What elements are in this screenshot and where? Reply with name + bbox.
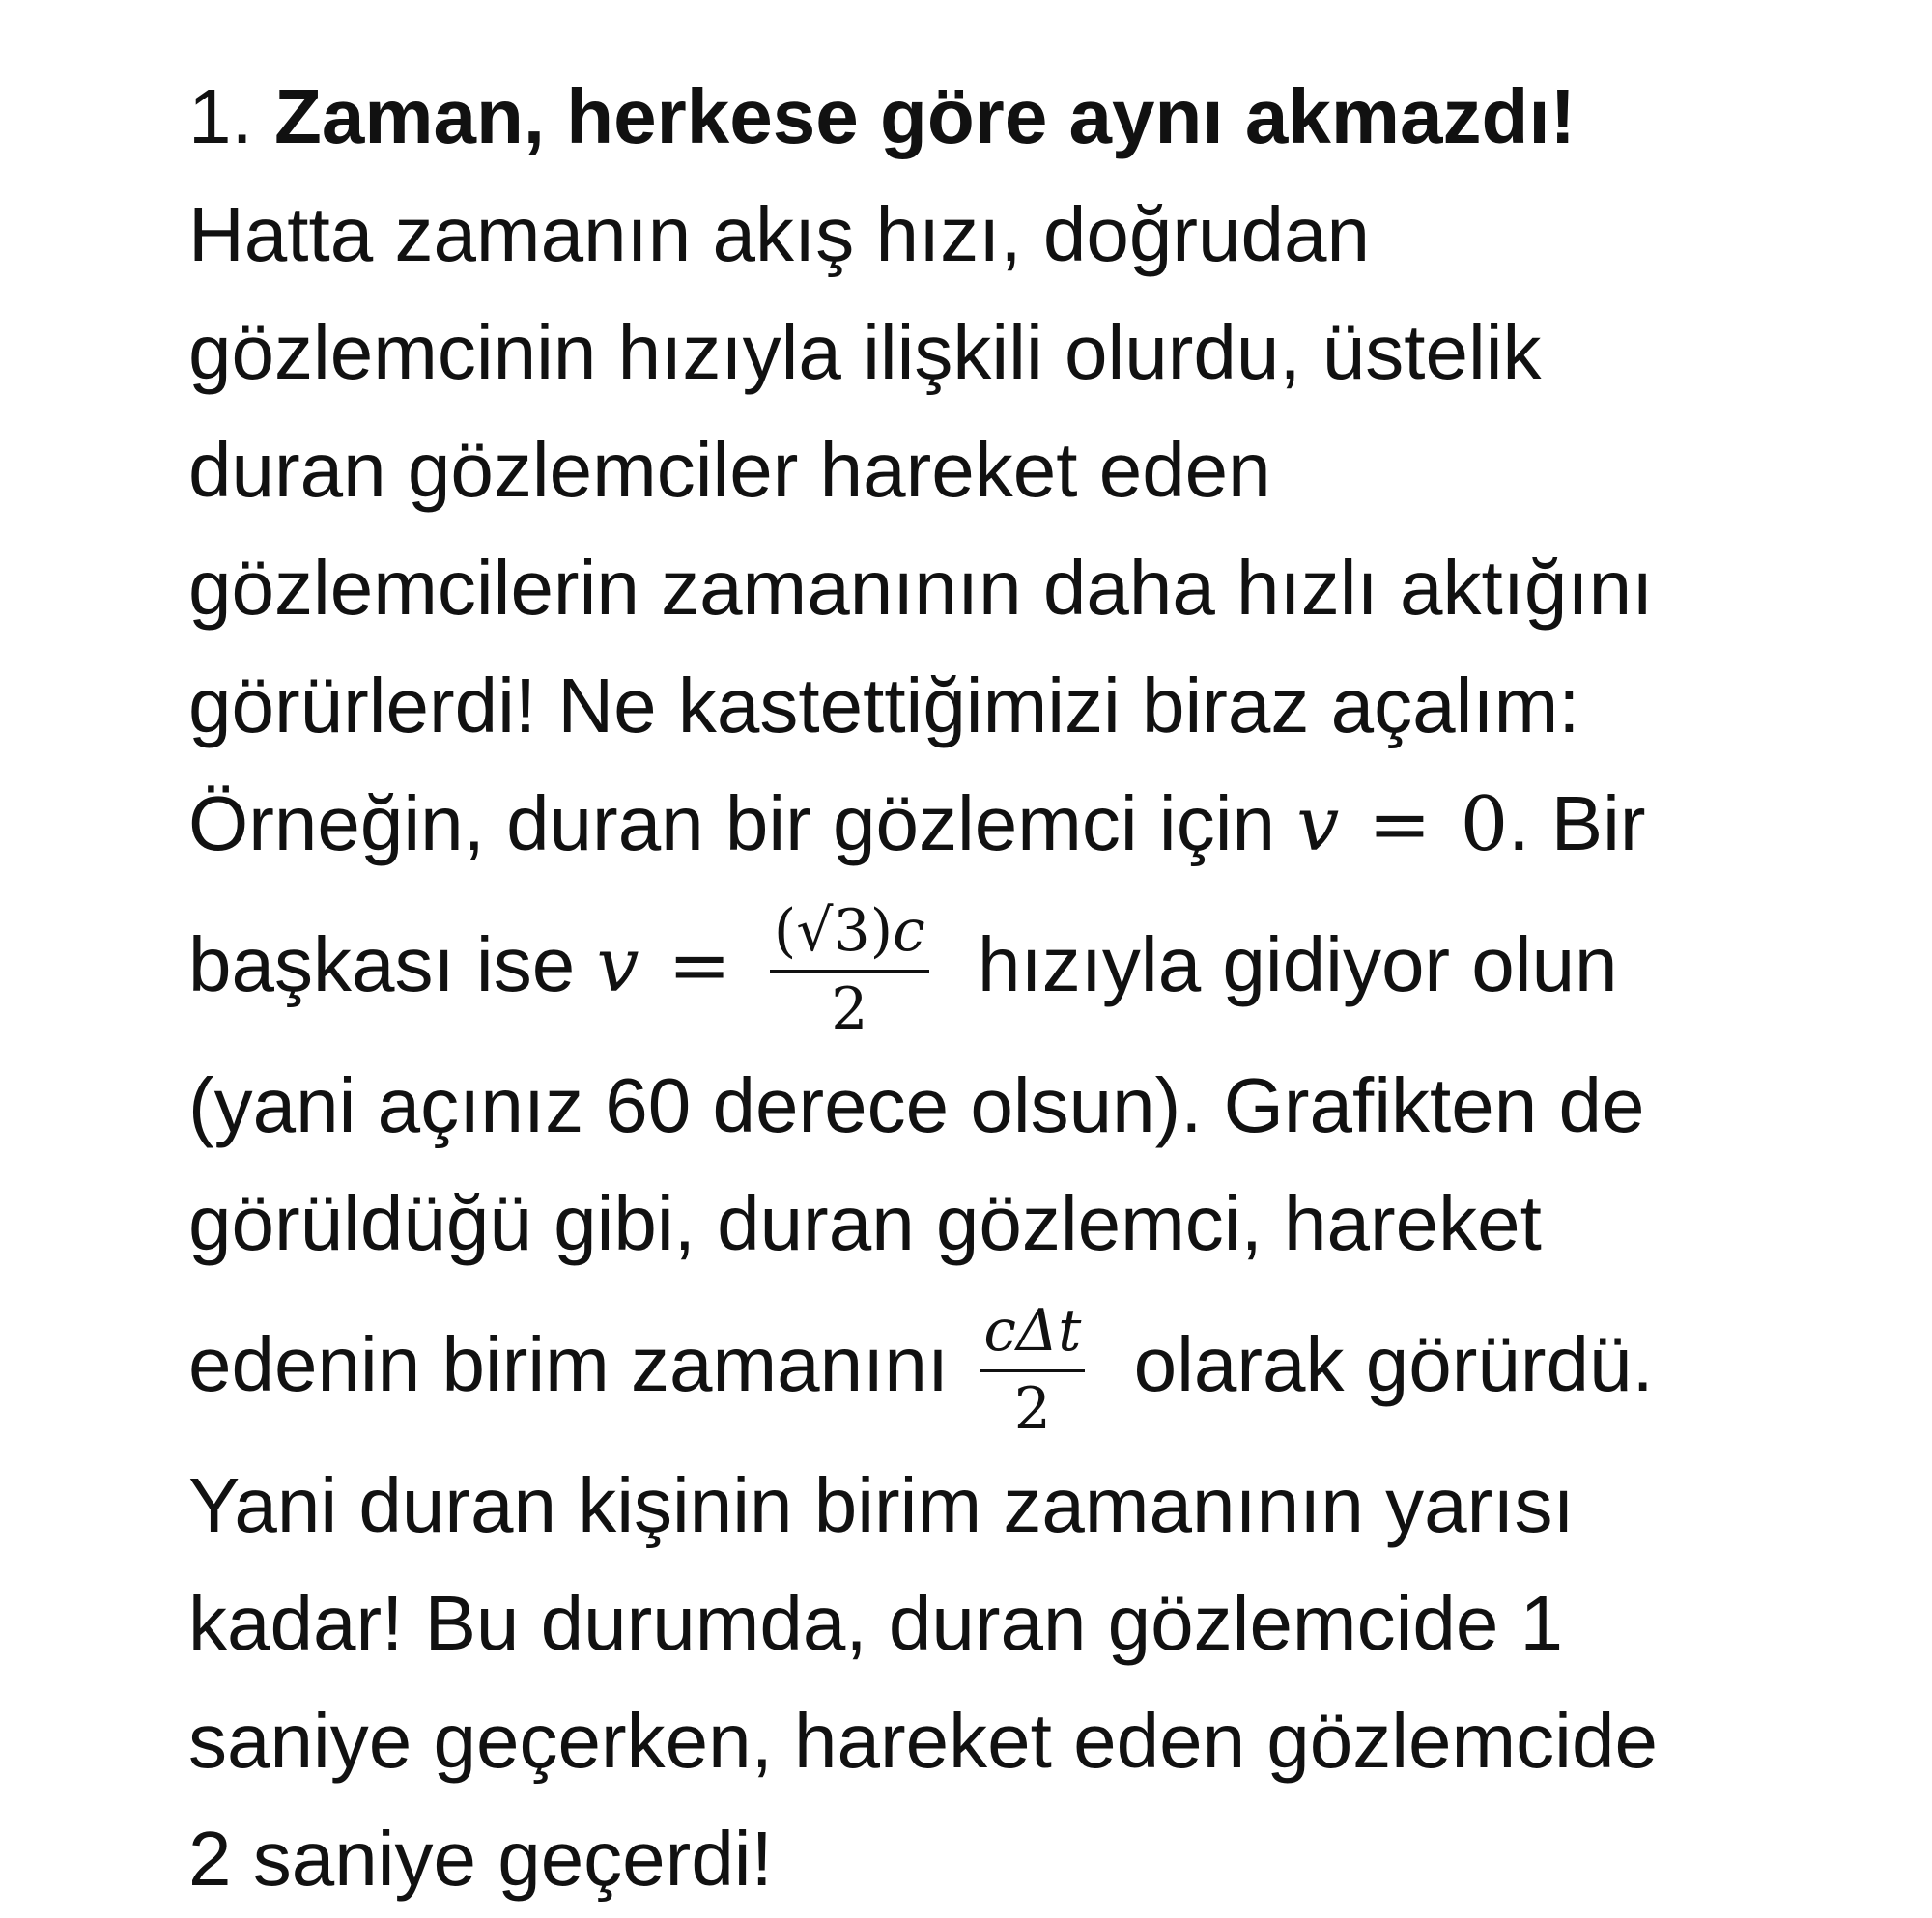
- math-equals: =: [1368, 781, 1432, 868]
- math-equals: =: [668, 922, 731, 1009]
- text-segment: olarak görürdü.: [1133, 1321, 1654, 1407]
- math-variable-v: v: [596, 922, 639, 1009]
- math-variable-v: v: [1296, 781, 1340, 868]
- fraction-denominator: 2: [1013, 1375, 1051, 1444]
- text-segment: edenin birim zamanını: [188, 1321, 950, 1407]
- text-line: Yani duran kişinin birim zamanının yarısı: [188, 1462, 1575, 1548]
- text-line: duran gözlemciler hareket eden: [188, 427, 1271, 513]
- text-line: 2 saniye geçerdi!: [188, 1816, 773, 1902]
- fraction-numerator: [770, 897, 929, 973]
- text-line: gözlemcinin hızıyla ilişkili olurdu, üstelik: [188, 309, 1542, 395]
- text-segment: . Bir: [1508, 780, 1646, 866]
- text-line: saniye geçerken, hareket eden gözlemcide: [188, 1698, 1658, 1784]
- text-segment: başkası ise: [188, 921, 576, 1007]
- text-line: görürlerdi! Ne kastettiğimizi biraz açalım:: [188, 663, 1580, 748]
- equation-v: [596, 922, 759, 1009]
- math-zero: 0: [1460, 781, 1509, 868]
- text-segment: Örneğin, duran bir gözlemci için: [188, 780, 1275, 866]
- text-line: görüldüğü gibi, duran gözlemci, hareket: [188, 1180, 1542, 1266]
- text-line: Hatta zamanın akış hızı, doğrudan: [188, 191, 1370, 277]
- heading-title: Zaman, herkese göre aynı akmazdı!: [273, 73, 1577, 159]
- heading-line: [188, 58, 1821, 176]
- heading-number: 1.: [188, 73, 253, 159]
- math-variable-c: c: [893, 897, 925, 966]
- sqrt-radicand: 3: [833, 897, 870, 966]
- text-line: (yani açınız 60 derece olsun). Grafikten de: [188, 1062, 1645, 1148]
- math-c-delta-t: cΔt: [983, 1297, 1082, 1366]
- text-line-with-fraction: [188, 1283, 1821, 1447]
- text-line: kadar! Bu durumda, duran gözlemcide 1: [188, 1580, 1564, 1666]
- document-body: [188, 58, 1821, 1918]
- sqrt-close: ): [869, 897, 894, 966]
- fraction-numerator: [980, 1297, 1085, 1372]
- sqrt-open: (√: [773, 897, 834, 966]
- fraction-sqrt3-c-over-2: [770, 897, 929, 1044]
- text-line-with-fraction: [188, 883, 1821, 1047]
- text-line-with-math: [188, 765, 1821, 883]
- equation-v-equals-zero: [1296, 781, 1508, 868]
- fraction-denominator: 2: [831, 975, 868, 1044]
- text-segment: hızıyla gidiyor olun: [977, 921, 1618, 1007]
- fraction-c-delta-t-over-2: [980, 1297, 1085, 1444]
- text-line: gözlemcilerin zamanının daha hızlı aktığını: [188, 545, 1654, 631]
